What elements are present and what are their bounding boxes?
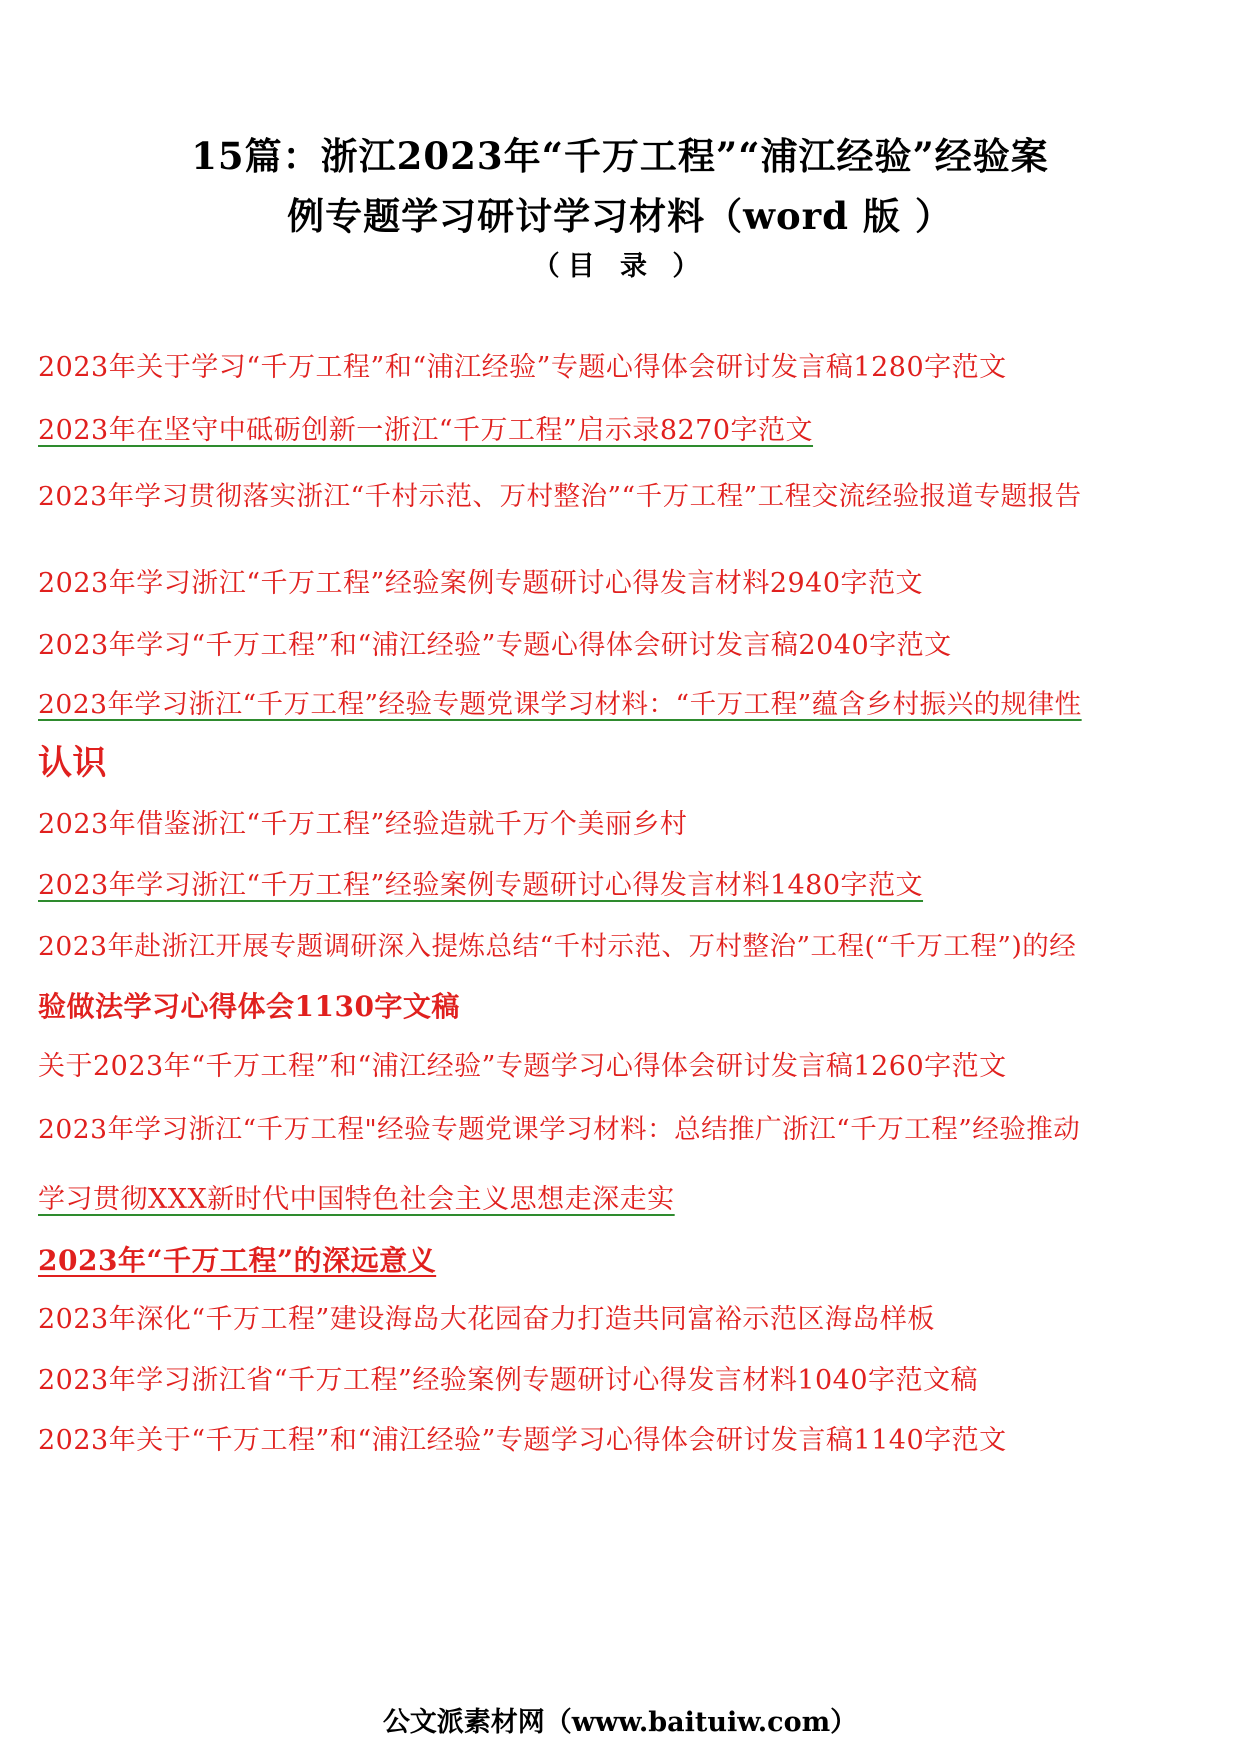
toc-entry-13[interactable]: 2023年深化“千万工程”建设海岛大花园奋力打造共同富裕示范区海岛样板 [38,1304,935,1335]
toc-entry-4[interactable]: 2023年学习浙江“千万工程”经验案例专题研讨心得发言材料2940字范文 [38,568,924,599]
toc-heading: （目 录 ） [532,251,708,282]
toc-entry-15[interactable]: 2023年关于“千万工程”和“浦江经验”专题学习心得体会研讨发言稿1140字范文 [38,1425,1007,1456]
toc-entry-11-continued[interactable]: 学习贯彻XXX新时代中国特色社会主义思想走深走实 [38,1184,675,1215]
toc-entry-12[interactable]: 2023年“千万工程”的深远意义 [38,1244,437,1277]
page-footer: 公文派素材网（www.baituiw.com） [382,1707,858,1738]
toc-entry-5[interactable]: 2023年学习“千万工程”和“浦江经验”专题心得体会研讨发言稿2040字范文 [38,630,952,661]
toc-entry-2[interactable]: 2023年在坚守中砥砺创新一浙江“千万工程”启示录8270字范文 [38,415,814,446]
toc-entry-6-continued[interactable]: 认识 [38,743,107,783]
toc-entry-6[interactable]: 2023年学习浙江“千万工程”经验专题党课学习材料：“千万工程”蕴含乡村振兴的规律性 [38,689,1082,720]
toc-entry-7[interactable]: 2023年借鉴浙江“千万工程”经验造就千万个美丽乡村 [38,809,688,840]
toc-entry-11[interactable]: 2023年学习浙江“千万工程"经验专题党课学习材料：总结推广浙江“千万工程”经验推动 [38,1114,1081,1145]
toc-entry-9-continued[interactable]: 验做法学习心得体会1130字文稿 [38,990,460,1023]
toc-entry-8[interactable]: 2023年学习浙江“千万工程”经验案例专题研讨心得发言材料1480字范文 [38,870,924,901]
document-title-line-1: 15篇：浙江2023年“千万工程”“浦江经验”经验案 [191,134,1049,178]
document-title-line-2: 例专题学习研讨学习材料（word 版 ） [287,194,953,238]
toc-entry-14[interactable]: 2023年学习浙江省“千万工程”经验案例专题研讨心得发言材料1040字范文稿 [38,1365,979,1396]
toc-entry-10[interactable]: 关于2023年“千万工程”和“浦江经验”专题学习心得体会研讨发言稿1260字范文 [38,1051,1007,1082]
toc-entry-9[interactable]: 2023年赴浙江开展专题调研深入提炼总结“千村示范、万村整治”工程(“千万工程”)的经 [38,931,1077,962]
toc-entry-3[interactable]: 2023年学习贯彻落实浙江“千村示范、万村整治”“千万工程”工程交流经验报道专题报告 [38,481,1082,512]
toc-entry-1[interactable]: 2023年关于学习“千万工程”和“浦江经验”专题心得体会研讨发言稿1280字范文 [38,352,1007,383]
